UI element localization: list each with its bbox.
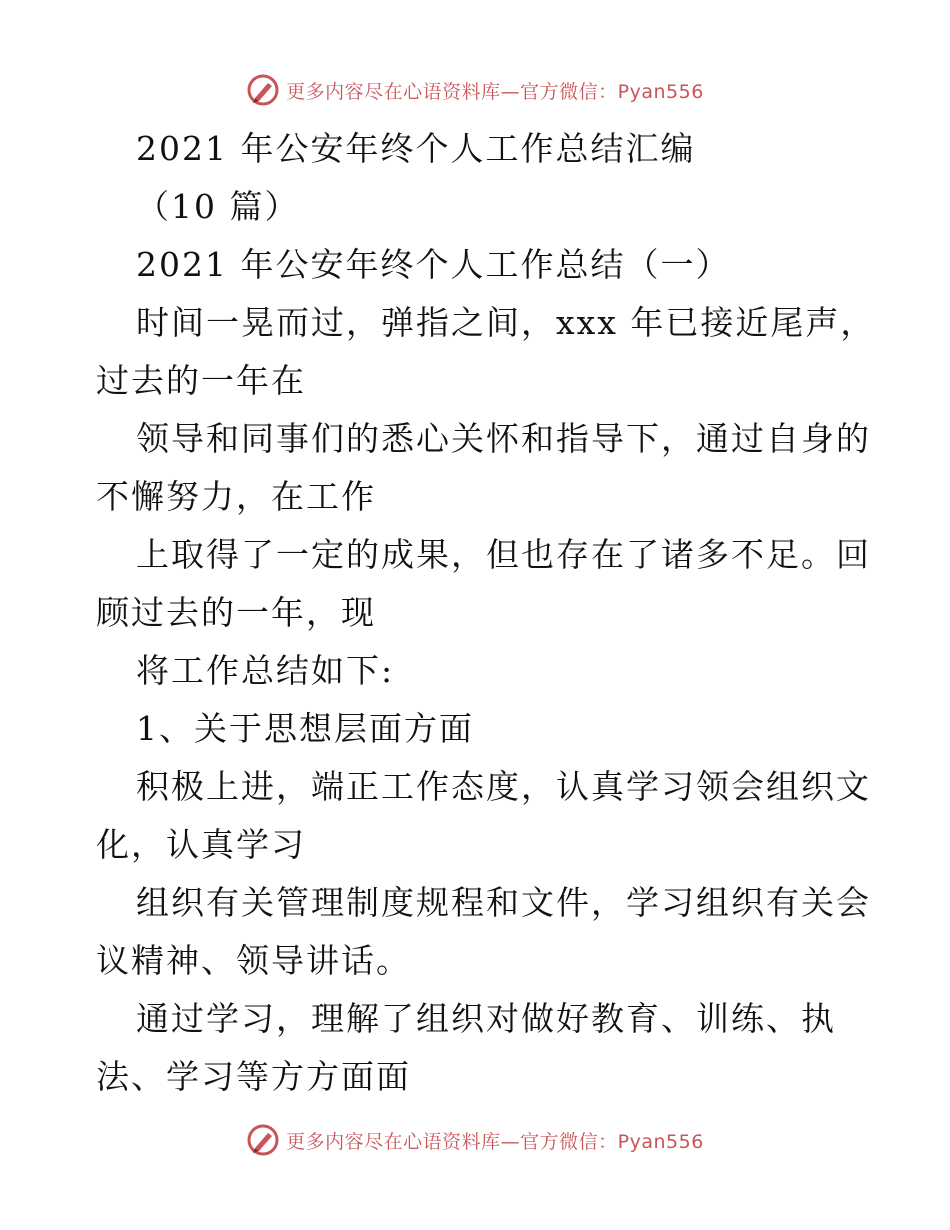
paragraph-line: 领导和同事们的悉心关怀和指导下，通过自身的 xyxy=(136,419,871,458)
pen-logo-icon xyxy=(246,1123,280,1157)
subsection-heading: 1、关于思想层面方面 xyxy=(136,709,474,748)
paragraph-line: 将工作总结如下: xyxy=(136,651,395,690)
paragraph-line: 通过学习，理解了组织对做好教育、训练、执 xyxy=(136,999,836,1038)
header-watermark-banner xyxy=(0,70,950,110)
paragraph-line: 时间一晃而过，弹指之间，xxx 年已接近尾声， xyxy=(136,303,876,342)
doc-title-line-2: （10 篇） xyxy=(136,187,300,226)
paragraph-line: 上取得了一定的成果，但也存在了诸多不足。回 xyxy=(136,535,871,574)
watermark-content xyxy=(246,73,704,107)
paragraph-line: 组织有关管理制度规程和文件，学习组织有关会 xyxy=(136,883,871,922)
watermark-text: 更多内容尽在心语资料库—官方微信：Pyan556 xyxy=(286,1130,704,1153)
paragraph-line: 法、学习等方方面面 xyxy=(96,1057,411,1096)
paragraph-line: 过去的一年在 xyxy=(96,361,306,400)
paragraph-line: 化，认真学习 xyxy=(96,825,306,864)
paragraph-line: 议精神、领导讲话。 xyxy=(96,941,411,980)
watermark-text: 更多内容尽在心语资料库—官方微信：Pyan556 xyxy=(286,80,704,103)
paragraph-line: 不懈努力，在工作 xyxy=(96,477,376,516)
footer-watermark-banner xyxy=(0,1120,950,1160)
pen-logo-icon xyxy=(246,73,280,107)
section-heading: 2021 年公安年终个人工作总结（一） xyxy=(136,245,731,284)
document-body xyxy=(96,120,876,1106)
doc-title-line-1: 2021 年公安年终个人工作总结汇编 xyxy=(136,129,696,168)
paragraph-line: 积极上进，端正工作态度，认真学习领会组织文 xyxy=(136,767,871,806)
watermark-content xyxy=(246,1123,704,1157)
paragraph-line: 顾过去的一年，现 xyxy=(96,593,376,632)
